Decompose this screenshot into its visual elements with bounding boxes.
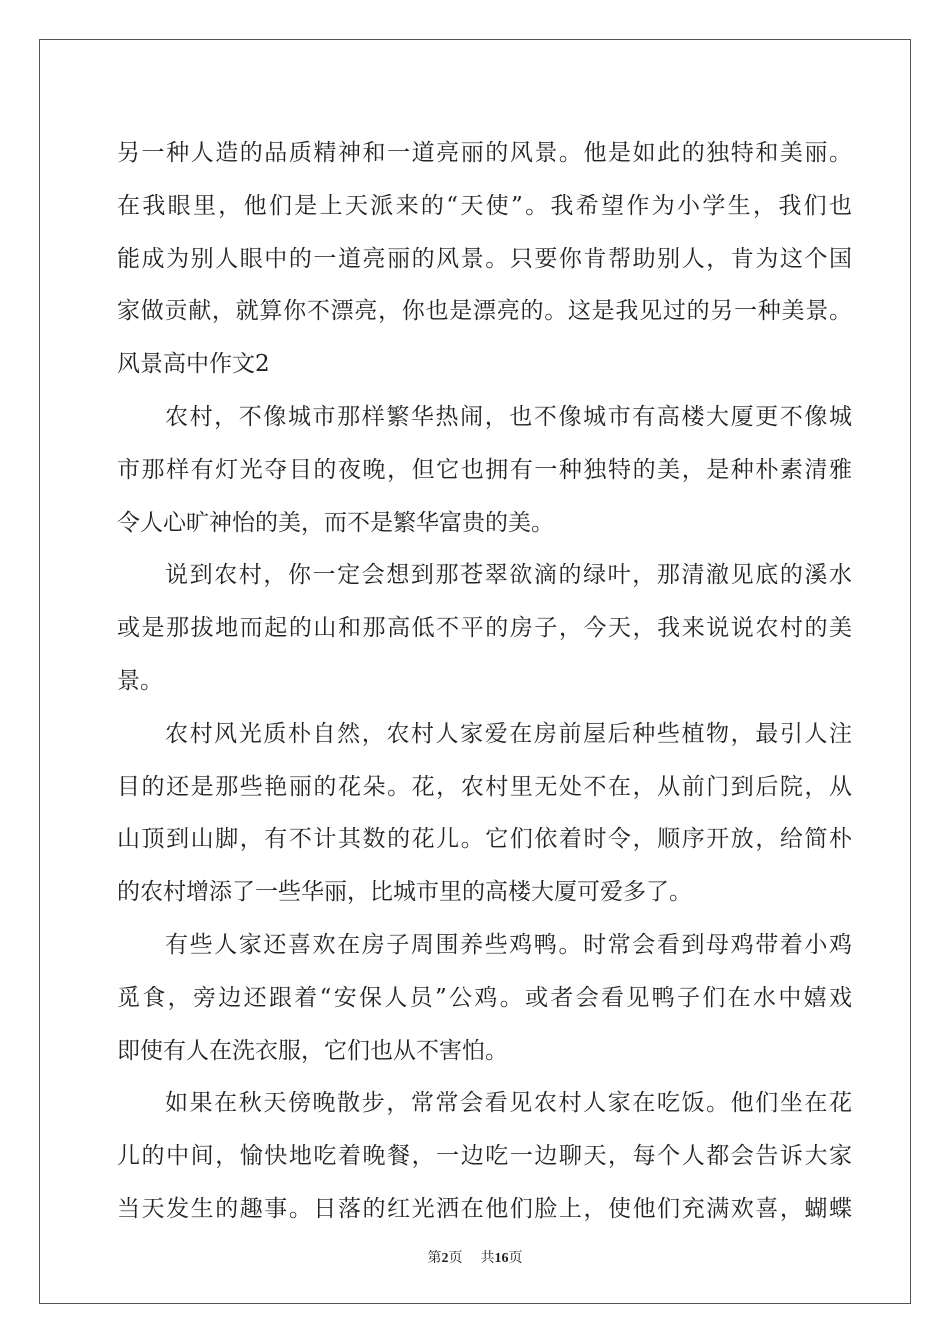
paragraph-first-line: 说到农村，你一定会想到那苍翠欲滴的绿叶，那清澈见底的溪水 [165, 562, 852, 589]
text-line: 市那样有灯光夺目的夜晚，但它也拥有一种独特的美，是种朴素清雅 [117, 456, 852, 483]
paragraph-first-line: 农村风光质朴自然，农村人家爱在房前屋后种些植物，最引人注 [165, 720, 852, 747]
paragraph-last-line: 景。 [117, 667, 163, 694]
text-line: 家做贡献，就算你不漂亮，你也是漂亮的。这是我见过的另一种美景。 [117, 298, 852, 325]
paragraph-last-line: 即使有人在洗衣服，它们也从不害怕。 [117, 1037, 508, 1064]
total-prefix: 共 [480, 1251, 495, 1266]
page-prefix: 第 [427, 1251, 442, 1266]
total-page-count: 16 [494, 1251, 509, 1266]
total-unit: 页 [508, 1251, 523, 1266]
page-unit: 页 [448, 1251, 463, 1266]
text-line: 在我眼里，他们是上天派来的“天使”。我希望作为小学生，我们也 [117, 192, 852, 219]
document-body [117, 127, 852, 1236]
text-line: 或是那拔地而起的山和那高低不平的房子，今天，我来说说农村的美 [117, 615, 852, 642]
paragraph-first-line: 有些人家还喜欢在房子周围养些鸡鸭。时常会看到母鸡带着小鸡 [165, 931, 852, 958]
paragraph-last-line: 令人心旷神怡的美，而不是繁华富贵的美。 [117, 509, 554, 536]
text-line: 儿的中间，愉快地吃着晚餐，一边吃一边聊天，每个人都会告诉大家 [117, 1143, 852, 1170]
text-line: 目的还是那些艳丽的花朵。花，农村里无处不在，从前门到后院，从 [117, 773, 852, 800]
section-heading: 风景高中作文2 [117, 351, 270, 378]
text-line: 当天发生的趣事。日落的红光洒在他们脸上，使他们充满欢喜，蝴蝶 [117, 1195, 852, 1222]
text-line: 山顶到山脚，有不计其数的花儿。它们依着时令，顺序开放，给简朴 [117, 826, 852, 853]
page-footer [0, 1247, 950, 1267]
text-line: 能成为别人眼中的一道亮丽的风景。只要你肯帮助别人，肯为这个国 [117, 245, 852, 272]
text-line: 另一种人造的品质精神和一道亮丽的风景。他是如此的独特和美丽。 [117, 140, 852, 166]
paragraph-first-line: 如果在秋天傍晚散步，常常会看见农村人家在吃饭。他们坐在花 [165, 1090, 852, 1117]
text-line: 觅食，旁边还跟着“安保人员”公鸡。或者会看见鸭子们在水中嬉戏 [117, 984, 852, 1011]
paragraph-last-line: 的农村增添了一些华丽，比城市里的高楼大厦可爱多了。 [117, 879, 692, 906]
current-page-number: 2 [441, 1251, 449, 1266]
paragraph-first-line: 农村，不像城市那样繁华热闹，也不像城市有高楼大厦更不像城 [165, 403, 852, 430]
